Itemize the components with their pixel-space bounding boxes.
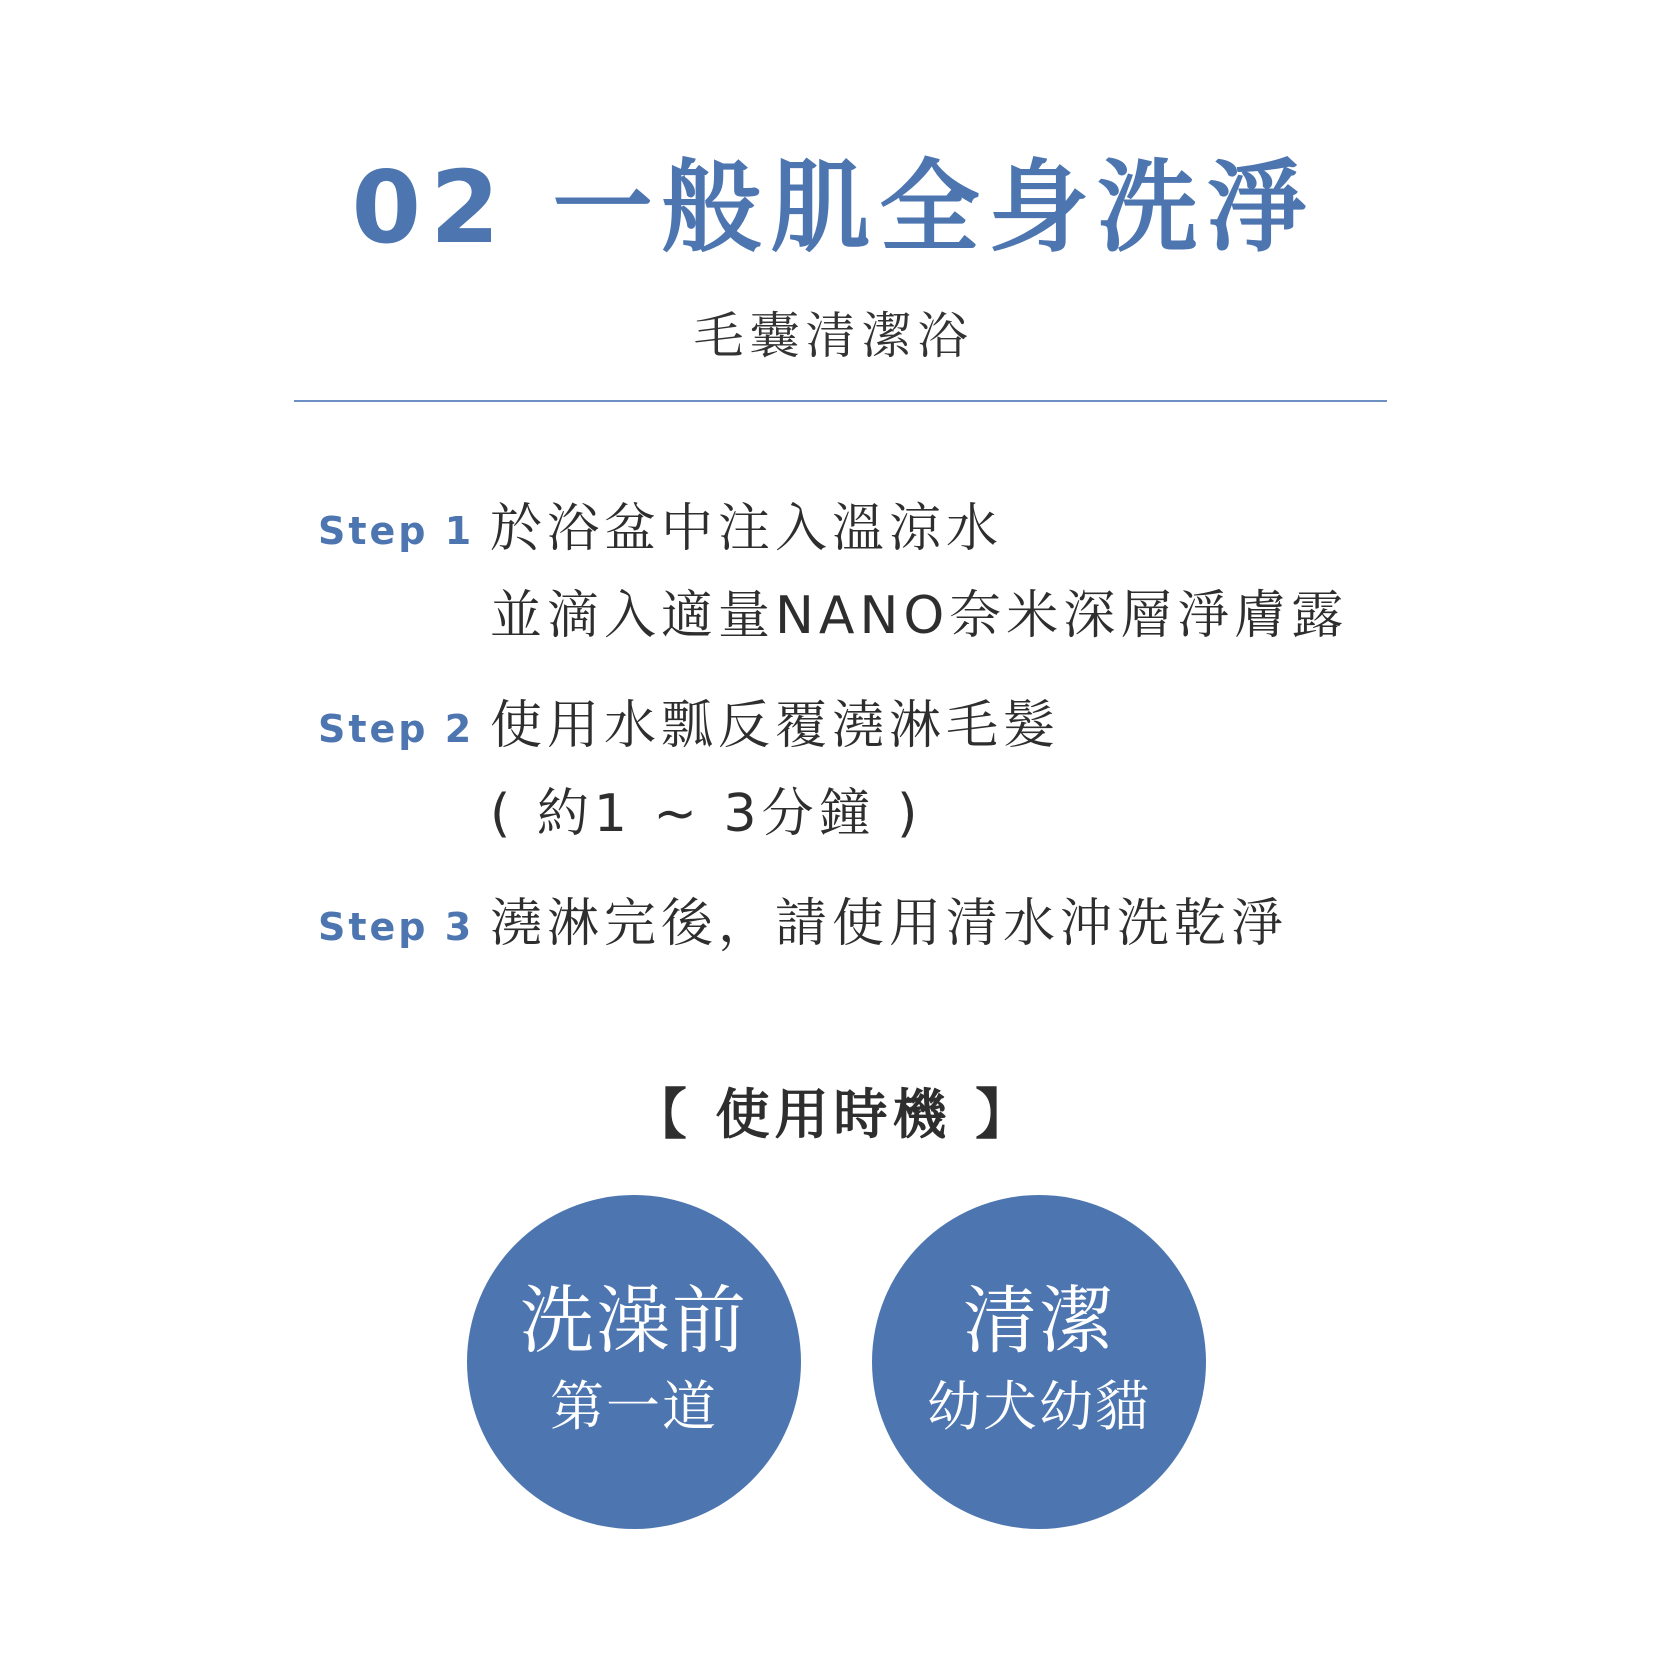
step-3-label: Step 3 — [318, 905, 475, 949]
header-divider — [294, 400, 1387, 402]
step-1-line-2: 並滴入適量NANO奈米深層淨膚露 — [490, 586, 1349, 646]
timing-circle-main-text: 清潔 — [963, 1278, 1115, 1364]
step-2-line-1: 使用水瓢反覆澆淋毛髮 — [490, 696, 1061, 756]
step-2-label: Step 2 — [318, 707, 475, 751]
step-1-line-1: 於浴盆中注入溫涼水 — [490, 499, 1004, 559]
timing-circle-sub-text: 幼犬幼貓 — [927, 1375, 1151, 1438]
timing-circle-sub-text: 第一道 — [550, 1375, 718, 1438]
timing-circle-main-text: 洗澡前 — [520, 1278, 748, 1364]
step-1-label: Step 1 — [318, 509, 475, 553]
page-subtitle: 毛囊清潔浴 — [693, 307, 974, 365]
step-3-line-1: 澆淋完後，請使用清水沖洗乾淨 — [490, 894, 1289, 954]
page-title: 02 一般肌全身洗淨 — [351, 149, 1316, 266]
timing-header: 【 使用時機 】 — [632, 1083, 1035, 1146]
timing-circle-cleaning — [872, 1195, 1206, 1529]
step-2-line-2: ( 約1 ~ 3分鐘 ) — [490, 784, 923, 844]
timing-circle-before-bath — [467, 1195, 801, 1529]
